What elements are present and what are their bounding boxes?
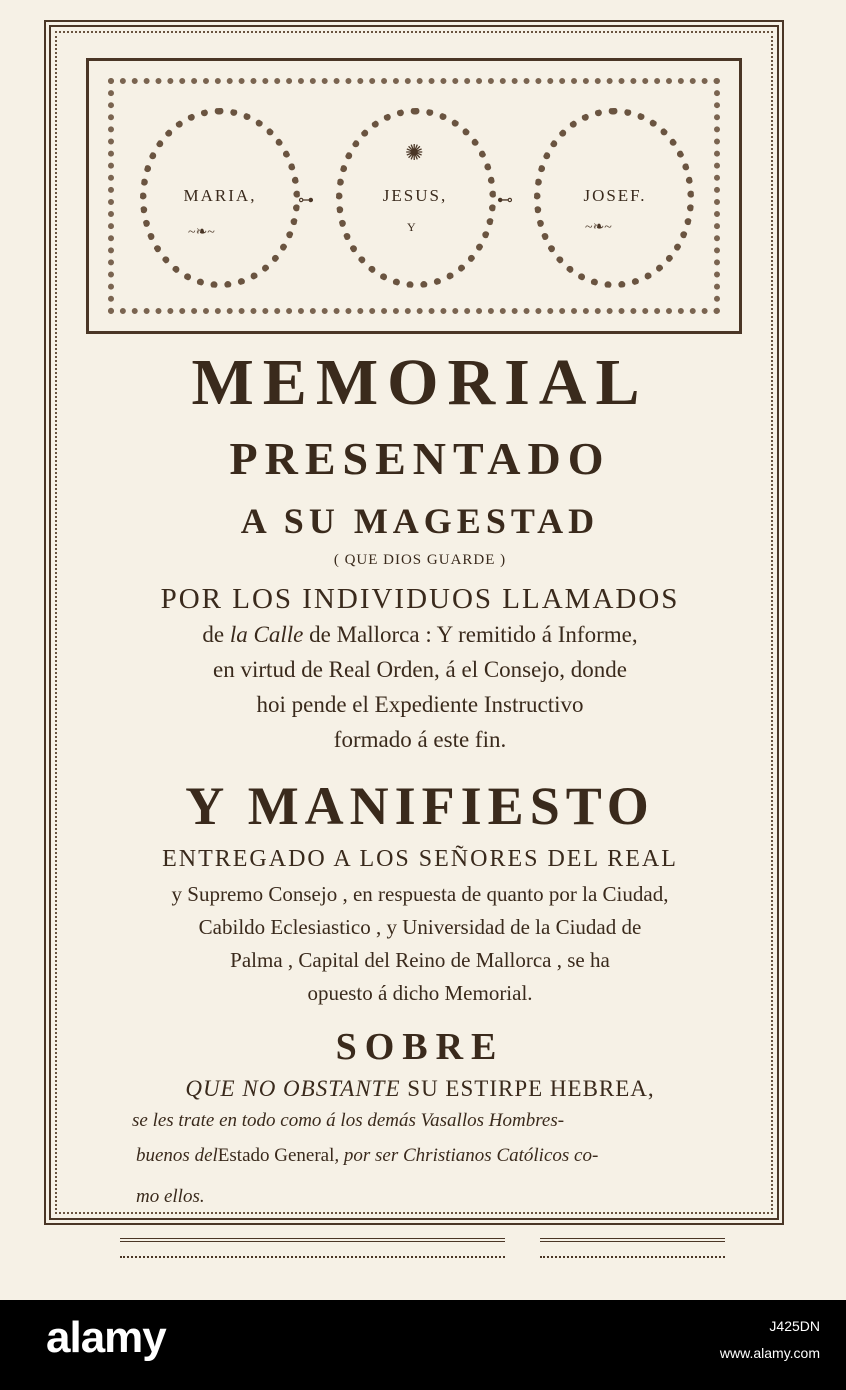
emblem-icon: ✺ bbox=[405, 140, 424, 165]
memorial-line-2: en virtud de Real Orden, á el Consejo, donde bbox=[213, 657, 627, 682]
sobre-line-1: QUE NO OBSTANTE SU ESTIRPE HEBREA, bbox=[185, 1076, 655, 1101]
bottom-ornament-right bbox=[540, 1238, 725, 1258]
manifiesto-line-3: Cabildo Eclesiastico , y Universidad de la Ciudad de bbox=[198, 915, 642, 939]
manifiesto-line-1: ENTREGADO A LOS SEÑORES DEL REAL bbox=[162, 846, 678, 872]
bottom-ornament-left bbox=[120, 1238, 505, 1258]
heading-sobre: SOBRE bbox=[335, 1026, 505, 1068]
title-presentado: PRESENTADO bbox=[229, 433, 611, 484]
manifiesto-line-2: y Supremo Consejo , en respuesta de quanto por la Ciudad, bbox=[171, 882, 669, 906]
chain-link-icon: ⊶ bbox=[298, 192, 314, 209]
manifiesto-line-5: opuesto á dicho Memorial. bbox=[307, 981, 533, 1005]
title-magestad: A SU MAGESTAD bbox=[240, 501, 600, 541]
title-memorial: MEMORIAL bbox=[191, 346, 649, 419]
sobre-line-4: mo ellos. bbox=[136, 1186, 205, 1207]
header-conjunction: Y bbox=[407, 220, 416, 234]
memorial-line-4: formado á este fin. bbox=[333, 727, 507, 752]
sobre-line-3: buenos delEstado General, por ser Christianos Católicos co- bbox=[136, 1145, 599, 1166]
watermark-logo: alamy bbox=[46, 1313, 166, 1362]
chain-link-icon: ⊷ bbox=[497, 192, 513, 209]
memorial-line-3: hoi pende el Expediente Instructivo bbox=[256, 692, 584, 717]
title-dios-guarde: ( QUE DIOS GUARDE ) bbox=[333, 552, 507, 568]
flourish-icon: ~❧~ bbox=[585, 220, 612, 235]
header-label-josef: JOSEF. bbox=[583, 186, 647, 205]
manifiesto-line-4: Palma , Capital del Reino de Mallorca , se ha bbox=[230, 948, 610, 972]
title-individuos: POR LOS INDIVIDUOS LLAMADOS bbox=[160, 583, 680, 615]
header-label-jesus: JESUS, bbox=[382, 186, 448, 205]
watermark-image-id: J425DN bbox=[769, 1318, 820, 1334]
sobre-line-2: se les trate en todo como á los demás Vasallos Hombres- bbox=[132, 1110, 565, 1131]
header-label-maria: MARIA, bbox=[183, 186, 257, 205]
flourish-icon: ~❧~ bbox=[188, 225, 215, 240]
memorial-line-1: de la Calle de Mallorca : Y remitido á Informe, bbox=[202, 622, 638, 647]
heading-manifiesto: Y MANIFIESTO bbox=[185, 776, 655, 836]
watermark-url: www.alamy.com bbox=[719, 1345, 820, 1361]
